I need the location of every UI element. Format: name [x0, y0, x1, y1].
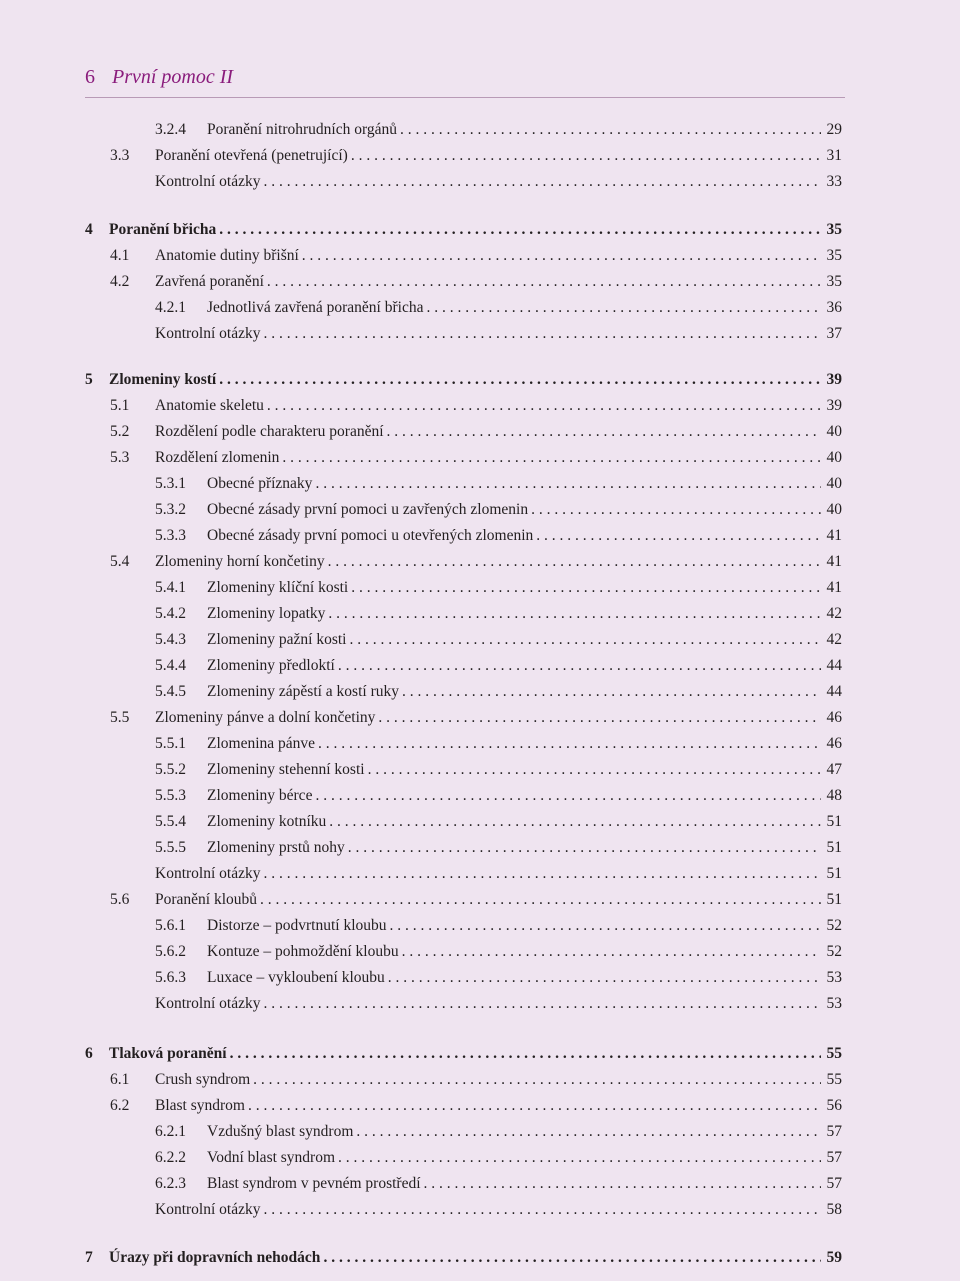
toc-entry-number: 6.2.3 — [155, 1175, 186, 1192]
dot-leader — [260, 889, 821, 911]
dot-leader — [388, 967, 821, 989]
toc-entry — [110, 1095, 842, 1117]
toc-entry-title: Kontrolní otázky — [155, 995, 261, 1012]
chapter-title: První pomoc II — [112, 66, 234, 88]
dot-leader — [263, 863, 821, 885]
dot-leader — [219, 369, 821, 391]
toc-entry-title: Kontuze – pohmoždění kloubu — [207, 943, 399, 960]
toc-entry-title: Zlomeniny zápěstí a kostí ruky — [207, 683, 399, 700]
toc-entry — [110, 447, 842, 469]
toc-entry-number: 6.2 — [110, 1097, 130, 1114]
toc-entry — [110, 421, 842, 443]
toc-entry-page: 55 — [826, 1071, 842, 1088]
toc-entry-page: 57 — [826, 1149, 842, 1166]
toc-entry-page: 58 — [826, 1201, 842, 1218]
toc-entry-number: 5.5.1 — [155, 735, 186, 752]
chapter-number: 6 — [85, 66, 95, 88]
toc-entry-page: 47 — [826, 761, 842, 778]
toc-entry — [85, 369, 842, 391]
toc-entry-title: Zlomenina pánve — [207, 735, 316, 752]
toc-entry-page: 41 — [826, 527, 842, 544]
dot-leader — [329, 811, 821, 833]
toc-entry-page: 57 — [826, 1175, 842, 1192]
dot-leader — [282, 447, 821, 469]
toc-entry — [155, 785, 842, 807]
toc-entry-number: 3.2.4 — [155, 121, 186, 138]
toc-entry-title: Zlomeniny pánve a dolní končetiny — [155, 709, 376, 726]
toc-entry-number: 6.1 — [110, 1071, 130, 1088]
dot-leader — [318, 733, 821, 755]
toc-entry-page: 57 — [826, 1123, 842, 1140]
toc-entry-title: Obecné zásady první pomoci u zavřených zlomenin — [207, 501, 529, 518]
toc-entry-title: Zlomeniny stehenní kosti — [207, 761, 365, 778]
toc-entry-title: Rozdělení zlomenin — [155, 449, 280, 466]
toc-entry-page: 53 — [826, 969, 842, 986]
toc-entry-page: 40 — [826, 423, 842, 440]
toc-entry-number: 6.2.1 — [155, 1123, 186, 1140]
dot-leader — [263, 323, 821, 345]
toc-entry-number: 5.5 — [110, 709, 130, 726]
toc-entry-number: 5.4.3 — [155, 631, 186, 648]
toc-entry — [155, 993, 842, 1015]
toc-entry — [85, 1247, 842, 1269]
dot-leader — [248, 1095, 821, 1117]
toc-entry-number: 5.4.5 — [155, 683, 186, 700]
toc-entry-page: 39 — [826, 371, 842, 388]
toc-entry — [155, 525, 842, 547]
toc-entry-title: Blast syndrom v pevném prostředí — [207, 1175, 421, 1192]
dot-leader — [338, 1147, 821, 1169]
dot-leader — [328, 603, 821, 625]
toc-entry-page: 35 — [826, 273, 842, 290]
toc-entry-page: 52 — [826, 917, 842, 934]
toc-entry-page: 55 — [826, 1045, 842, 1062]
dot-leader — [387, 421, 821, 443]
toc-entry-number: 5.5.5 — [155, 839, 186, 856]
toc-entry-number: 4.2 — [110, 273, 130, 290]
toc-entry — [155, 967, 842, 989]
toc-entry-number: 5.6 — [110, 891, 130, 908]
toc-entry — [155, 323, 842, 345]
toc-entry-title: Rozdělení podle charakteru poranění — [155, 423, 384, 440]
toc-entry-page: 56 — [826, 1097, 842, 1114]
toc-entry — [85, 1043, 842, 1065]
toc-entry-title: Kontrolní otázky — [155, 865, 261, 882]
toc-entry-title: Poranění kloubů — [155, 891, 258, 908]
dot-leader — [351, 577, 821, 599]
toc-entry-page: 53 — [826, 995, 842, 1012]
toc-entry-number: 6.2.2 — [155, 1149, 186, 1166]
toc-entry-page: 40 — [826, 475, 842, 492]
dot-leader — [263, 1199, 821, 1221]
dot-leader — [378, 707, 821, 729]
dot-leader — [531, 499, 821, 521]
toc-entry-title: Poranění břicha — [109, 221, 217, 238]
toc-entry — [110, 551, 842, 573]
header-divider — [85, 97, 845, 98]
toc-entry-page: 35 — [826, 247, 842, 264]
dot-leader — [328, 551, 821, 573]
toc-entry — [110, 395, 842, 417]
toc-entry-page: 42 — [826, 631, 842, 648]
toc-entry-number: 5.1 — [110, 397, 130, 414]
dot-leader — [390, 915, 821, 937]
toc-entry-number: 4 — [85, 221, 93, 238]
toc-entry-page: 40 — [826, 449, 842, 466]
toc-entry-title: Anatomie skeletu — [155, 397, 264, 414]
toc-entry — [155, 655, 842, 677]
toc-entry-number: 5.6.2 — [155, 943, 186, 960]
toc-entry — [110, 889, 842, 911]
toc-entry — [155, 119, 842, 141]
dot-leader — [338, 655, 821, 677]
toc-entry-title: Blast syndrom — [155, 1097, 245, 1114]
toc-entry-number: 5 — [85, 371, 93, 388]
toc-entry-page: 51 — [826, 839, 842, 856]
dot-leader — [230, 1043, 821, 1065]
toc-entry — [155, 473, 842, 495]
toc-entry-title: Zlomeniny předloktí — [207, 657, 335, 674]
toc-entry-number: 5.4 — [110, 553, 130, 570]
dot-leader — [536, 525, 821, 547]
toc-entry-title: Kontrolní otázky — [155, 325, 261, 342]
toc-entry-page: 41 — [826, 579, 842, 596]
toc-entry-page: 36 — [826, 299, 842, 316]
dot-leader — [424, 1173, 821, 1195]
dot-leader — [356, 1121, 821, 1143]
toc-entry-page: 44 — [826, 683, 842, 700]
toc-entry-page: 31 — [826, 147, 842, 164]
toc-entry-title: Jednotlivá zavřená poranění břicha — [207, 299, 424, 316]
toc-entry-title: Poranění otevřená (penetrující) — [155, 147, 348, 164]
toc-entry-title: Crush syndrom — [155, 1071, 251, 1088]
toc-entry-title: Obecné zásady první pomoci u otevřených zlomenin — [207, 527, 534, 544]
dot-leader — [402, 941, 821, 963]
dot-leader — [426, 297, 821, 319]
toc-entry-title: Zlomeniny klíční kosti — [207, 579, 349, 596]
toc-entry-title: Obecné příznaky — [207, 475, 313, 492]
dot-leader — [253, 1069, 821, 1091]
dot-leader — [302, 245, 821, 267]
dot-leader — [402, 681, 821, 703]
toc-entry-page: 39 — [826, 397, 842, 414]
toc-entry-title: Zlomeniny kostí — [109, 371, 217, 388]
toc-entry — [110, 1069, 842, 1091]
toc-entry-number: 6 — [85, 1045, 93, 1062]
dot-leader — [315, 473, 821, 495]
dot-leader — [263, 993, 821, 1015]
toc-entry-page: 46 — [826, 709, 842, 726]
toc-entry — [155, 577, 842, 599]
toc-entry-title: Kontrolní otázky — [155, 173, 261, 190]
toc-entry — [155, 681, 842, 703]
toc-entry-title: Poranění nitrohrudních orgánů — [207, 121, 397, 138]
toc-entry-title: Zavřená poranění — [155, 273, 264, 290]
toc-entry-title: Vzdušný blast syndrom — [207, 1123, 354, 1140]
toc-entry — [110, 245, 842, 267]
toc-entry — [155, 629, 842, 651]
toc-entry — [85, 219, 842, 241]
toc-entry-page: 37 — [826, 325, 842, 342]
toc-entry-number: 7 — [85, 1249, 93, 1266]
toc-entry-number: 5.6.3 — [155, 969, 186, 986]
dot-leader — [219, 219, 821, 241]
toc-entry-number: 5.5.3 — [155, 787, 186, 804]
toc-entry — [155, 733, 842, 755]
dot-leader — [400, 119, 821, 141]
toc-entry-title: Zlomeniny kotníku — [207, 813, 327, 830]
dot-leader — [267, 271, 821, 293]
toc-entry-page: 40 — [826, 501, 842, 518]
toc-entry-page: 51 — [826, 891, 842, 908]
toc-entry-title: Luxace – vykloubení kloubu — [207, 969, 385, 986]
toc-entry-number: 5.3.1 — [155, 475, 186, 492]
toc-entry-title: Zlomeniny lopatky — [207, 605, 326, 622]
toc-entry-page: 59 — [826, 1249, 842, 1266]
dot-leader — [348, 837, 821, 859]
toc-entry-title: Zlomeniny horní končetiny — [155, 553, 325, 570]
toc-entry-title: Vodní blast syndrom — [207, 1149, 336, 1166]
toc-entry-page: 52 — [826, 943, 842, 960]
toc-entry-page: 48 — [826, 787, 842, 804]
toc-entry-number: 5.3.3 — [155, 527, 186, 544]
toc-entry-page: 51 — [826, 813, 842, 830]
toc-entry-title: Úrazy při dopravních nehodách — [109, 1249, 321, 1266]
toc-entry — [155, 941, 842, 963]
toc-entry — [155, 1147, 842, 1169]
toc-entry-page: 44 — [826, 657, 842, 674]
dot-leader — [315, 785, 821, 807]
toc-entry-number: 5.3.2 — [155, 501, 186, 518]
toc-entry-page: 35 — [826, 221, 842, 238]
dot-leader — [349, 629, 821, 651]
toc-entry — [155, 1121, 842, 1143]
toc-entry-page: 51 — [826, 865, 842, 882]
toc-entry-title: Zlomeniny pažní kosti — [207, 631, 347, 648]
toc-entry — [155, 171, 842, 193]
toc-entry-number: 5.4.2 — [155, 605, 186, 622]
toc-entry — [155, 811, 842, 833]
toc-entry-number: 5.4.4 — [155, 657, 186, 674]
toc-entry-page: 33 — [826, 173, 842, 190]
toc-entry-number: 4.2.1 — [155, 299, 186, 316]
toc-entry-number: 5.6.1 — [155, 917, 186, 934]
toc-entry-number: 5.5.2 — [155, 761, 186, 778]
toc-entry-title: Anatomie dutiny břišní — [155, 247, 299, 264]
toc-entry-page: 29 — [826, 121, 842, 138]
running-header — [85, 66, 233, 89]
toc-entry — [155, 603, 842, 625]
dot-leader — [351, 145, 821, 167]
toc-entry-number: 5.2 — [110, 423, 130, 440]
toc-entry-number: 3.3 — [110, 147, 130, 164]
toc-entry-title: Tlaková poranění — [109, 1045, 227, 1062]
toc-entry — [155, 759, 842, 781]
toc-entry — [155, 915, 842, 937]
toc-entry — [155, 1199, 842, 1221]
toc-entry-title: Kontrolní otázky — [155, 1201, 261, 1218]
toc-entry-number: 5.5.4 — [155, 813, 186, 830]
toc-entry-number: 5.3 — [110, 449, 130, 466]
toc-entry-page: 42 — [826, 605, 842, 622]
dot-leader — [368, 759, 821, 781]
toc-entry — [110, 145, 842, 167]
toc-entry — [155, 297, 842, 319]
toc-entry-page: 46 — [826, 735, 842, 752]
toc-entry-page: 41 — [826, 553, 842, 570]
dot-leader — [263, 171, 821, 193]
toc-entry — [110, 271, 842, 293]
dot-leader — [267, 395, 821, 417]
toc-entry — [110, 707, 842, 729]
toc-entry-title: Zlomeniny prstů nohy — [207, 839, 345, 856]
dot-leader — [323, 1247, 821, 1269]
toc-entry — [155, 863, 842, 885]
toc-entry — [155, 499, 842, 521]
toc-entry — [155, 837, 842, 859]
toc-entry-title: Zlomeniny bérce — [207, 787, 313, 804]
toc-entry — [155, 1173, 842, 1195]
toc-entry-title: Distorze – podvrtnutí kloubu — [207, 917, 387, 934]
toc-entry-number: 5.4.1 — [155, 579, 186, 596]
toc-entry-number: 4.1 — [110, 247, 130, 264]
